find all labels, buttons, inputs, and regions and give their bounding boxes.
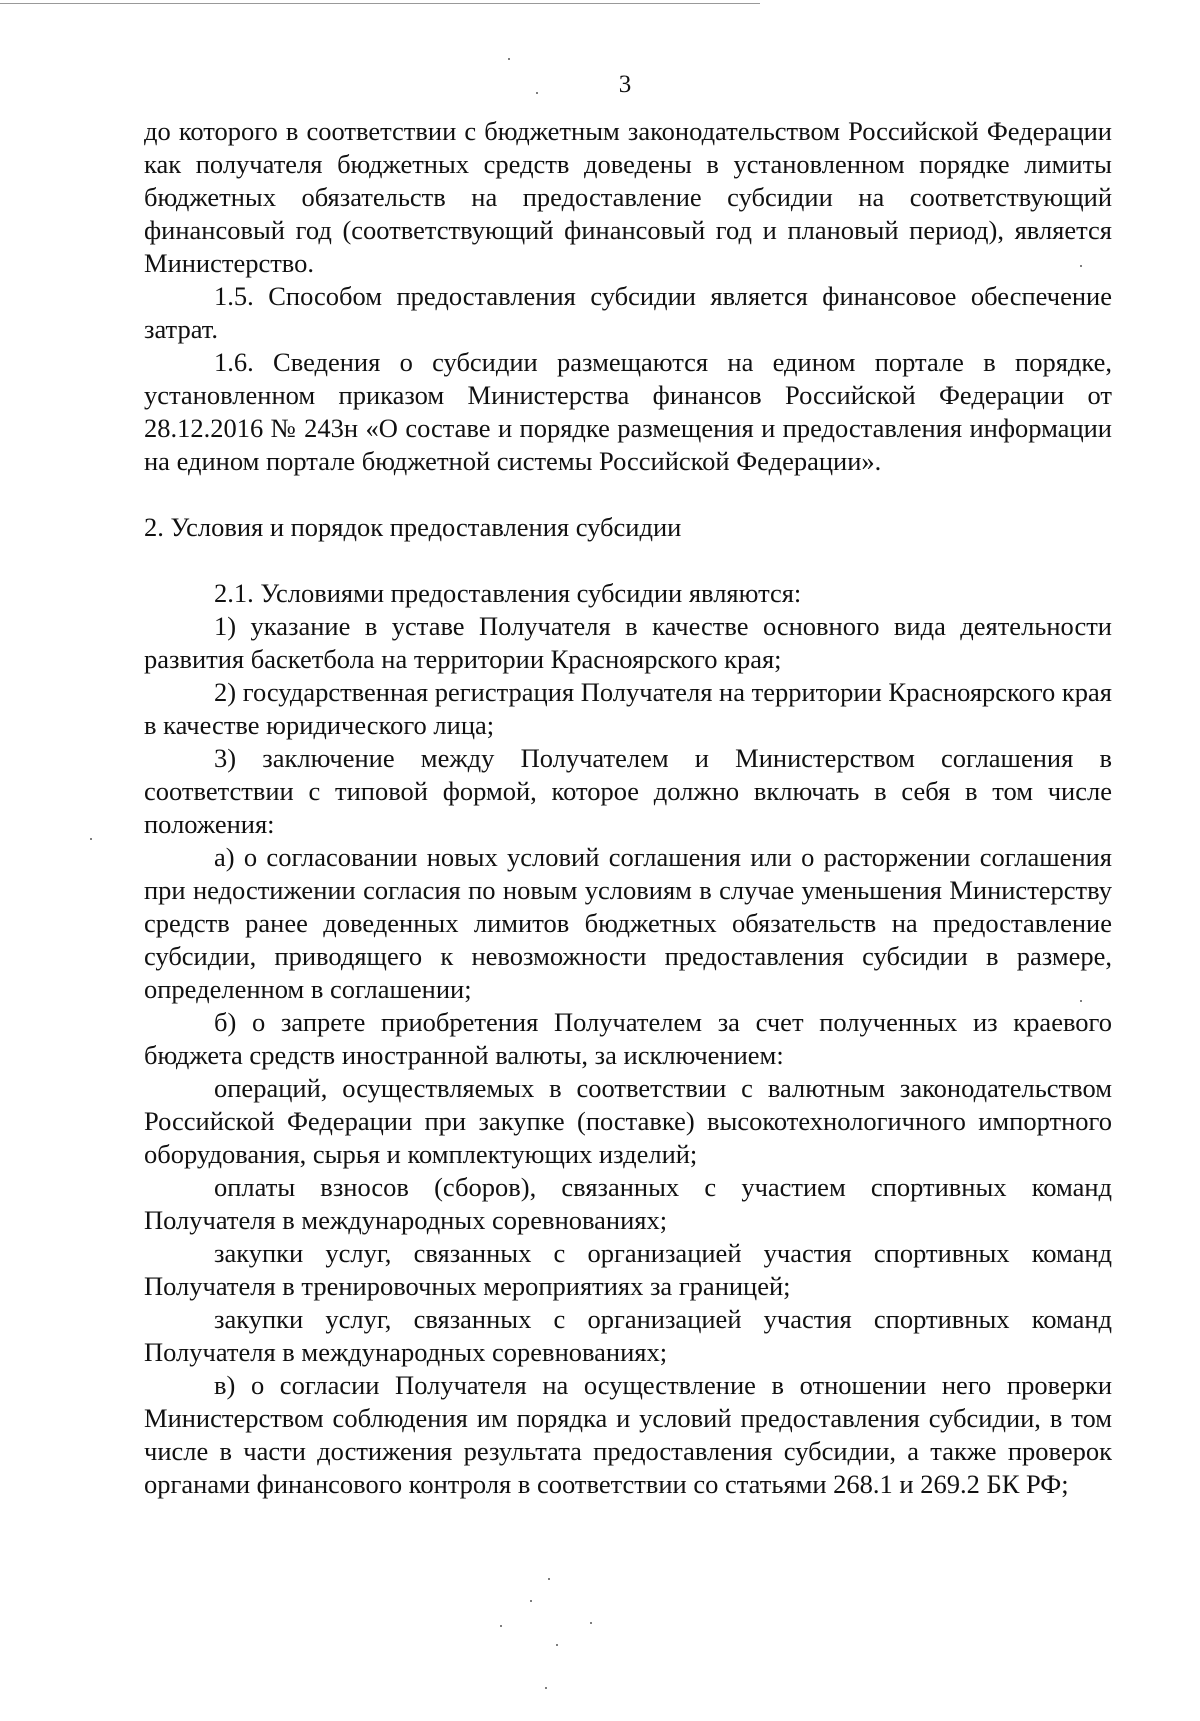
provision-v: в) о согласии Получателя на осуществление в отношении него проверки Министерством соблюдения им порядка и условий предоставления субсидии, в том числе в части достижения результата предоставления субсидии, а также проверок органами финансового контроля в соответствии со статьями 268.1 и 269.2 БК РФ;: [144, 1370, 1112, 1499]
scan-speck: [508, 58, 510, 60]
exception-operations: операций, осуществляемых в соответствии с валютным законодательством Российской Федерации при закупке (поставке) высокотехнологичного импортного оборудования, сырья и комплектующих изделий;: [144, 1073, 1112, 1169]
section-heading-2: 2. Условия и порядок предоставления субсидии: [144, 512, 682, 542]
paragraph-2-1: 2.1. Условиями предоставления субсидии являются:: [214, 578, 802, 608]
scan-top-edge: [0, 3, 760, 4]
paragraph-1-6: 1.6. Сведения о субсидии размещаются на едином портале в порядке, установленном приказом Министерства финансов Российской Федерации от 28.12.2016 № 243н «О составе и порядке размещения и предоставления информации на едином портале бюджетной системы Российской Федерации».: [144, 347, 1112, 476]
scan-speck: [500, 1625, 502, 1627]
paragraph-continuation: до которого в соответствии с бюджетным законодательством Российской Федерации как получателя бюджетных средств доведены в установленном порядке лимиты бюджетных обязательств на предоставление субсидии на соответствующий финансовый год (соответствующий финансовый год и плановый период), является Министерство.: [144, 116, 1112, 278]
scan-speck: [556, 1644, 558, 1646]
condition-item-1: 1) указание в уставе Получателя в качестве основного вида деятельности развития баскетбола на территории Красноярского края;: [144, 611, 1112, 674]
scan-speck: [1080, 265, 1082, 267]
exception-training-abroad: закупки услуг, связанных с организацией участия спортивных команд Получателя в тренировочных мероприятиях за границей;: [144, 1238, 1112, 1301]
scan-speck: [536, 92, 538, 94]
condition-item-2: 2) государственная регистрация Получателя на территории Красноярского края в качестве юридического лица;: [144, 677, 1112, 740]
scan-speck: [590, 1622, 592, 1624]
scan-speck: [548, 1578, 550, 1580]
scan-speck: [90, 838, 92, 840]
paragraph-1-5: 1.5. Способом предоставления субсидии является финансовое обеспечение затрат.: [144, 281, 1112, 344]
scan-speck: [1080, 1000, 1082, 1002]
exception-international: закупки услуг, связанных с организацией участия спортивных команд Получателя в международных соревнованиях;: [144, 1304, 1112, 1367]
exception-fees: оплаты взносов (сборов), связанных с участием спортивных команд Получателя в международных соревнованиях;: [144, 1172, 1112, 1235]
condition-item-3: 3) заключение между Получателем и Министерством соглашения в соответствии с типовой формой, которое должно включать в себя в том числе положения:: [144, 743, 1112, 839]
provision-b: б) о запрете приобретения Получателем за счет полученных из краевого бюджета средств иностранной валюты, за исключением:: [144, 1007, 1112, 1070]
scan-speck: [530, 1600, 532, 1602]
page-number: 3: [618, 71, 632, 98]
provision-a: а) о согласовании новых условий соглашения или о расторжении соглашения при недостижении согласия по новым условиям в случае уменьшения Министерству средств ранее доведенных лимитов бюджетных обязательств на предоставление субсидии, приводящего к невозможности предоставления субсидии в размере, определенном в соглашении;: [144, 842, 1112, 1004]
scan-speck: [545, 1687, 547, 1689]
document-body: [144, 115, 1112, 1501]
